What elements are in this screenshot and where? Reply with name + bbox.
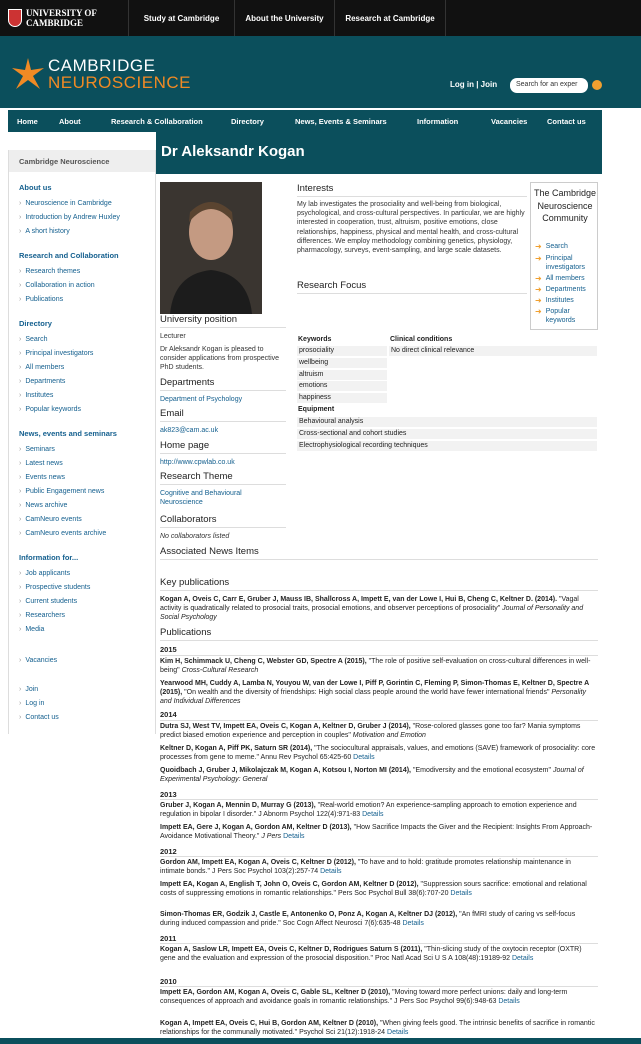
nav-information[interactable]: Information <box>417 117 459 126</box>
sidebar-item[interactable]: › A short history <box>19 228 70 235</box>
details-link[interactable]: Details <box>283 833 305 840</box>
arrow-right-icon: ➜ <box>535 307 542 316</box>
logo-line2: CAMBRIDGE <box>26 18 84 28</box>
divider <box>160 453 286 454</box>
email-heading: Email <box>160 408 184 419</box>
university-position-heading: University position <box>160 314 238 325</box>
publication-item: Kogan A, Impett EA, Oveis C, Hui B, Gordon AM, Keltner D (2010), "When giving feels good. The intrinsic benefits of sacrifice in romantic relationships for the communally motivated." Psychol Sci 21(12):1918-24 Details <box>160 1020 595 1036</box>
sidebar <box>8 150 156 734</box>
publications-heading: Publications <box>160 627 212 638</box>
publication-item: Kim H, Schimmack U, Cheng C, Webster GD, Spectre A (2015), "The role of positive self-evaluation on cross-cultural differences in well-being" Cross-Cultural Research <box>160 658 591 674</box>
divider <box>160 986 598 987</box>
sidebar-header[interactable]: Cambridge Neuroscience <box>9 150 155 172</box>
keyword-tag[interactable]: emotions <box>297 381 387 391</box>
top-link-research[interactable]: Research at Cambridge <box>334 0 446 36</box>
logo-line1: UNIVERSITY OF <box>26 8 97 18</box>
site-header <box>0 36 641 108</box>
university-bar <box>0 0 641 36</box>
clinical-heading: Clinical conditions <box>390 336 453 343</box>
publication-item: Gruber J, Kogan A, Mennin D, Murray G (2013), "Real-world emotion? An experience-sampling approach to emotion experience and regulation in bipolar I disorder." J Abnorm Psychol 122(4):971-83 Details <box>160 802 577 818</box>
login-join-link[interactable]: Log in | Join <box>450 80 498 89</box>
keyword-tag[interactable]: altruism <box>297 370 387 380</box>
departments-heading: Departments <box>160 377 215 388</box>
divider <box>160 527 286 528</box>
community-link-pis[interactable]: ➜ Principal investigators <box>535 254 585 271</box>
arrow-right-icon: ➜ <box>535 296 542 305</box>
divider <box>160 799 598 800</box>
publication-item: Impett EA, Gere J, Kogan A, Gordon AM, Keltner D (2013), "How Sacrifice Impacts the Giver and the Recipient: Insights From Approach-Avoidance Motivational Theory." J Pers Details <box>160 824 593 840</box>
divider <box>160 655 598 656</box>
details-link[interactable]: Details <box>511 955 534 962</box>
divider <box>160 720 598 721</box>
publication-item: Impett EA, Gordon AM, Kogan A, Oveis C, Gable SL, Keltner D (2010), "Moving toward more perfect unions: daily and long-term consequences of approach and avoidance goals in romantic relationships." J Pers Soc Psychol 99(6):948-63 Details <box>160 989 568 1005</box>
sidebar-item[interactable]: › Seminars <box>19 446 55 453</box>
keywords-heading: Keywords <box>298 336 332 343</box>
site-logo[interactable] <box>10 56 191 92</box>
research-focus-heading: Research Focus <box>297 280 367 291</box>
shield-icon <box>8 9 22 27</box>
sidebar-item-vacancies[interactable]: › Vacancies <box>19 657 57 664</box>
community-link-institutes[interactable]: ➜ Institutes <box>535 296 574 305</box>
top-link-about[interactable]: About the University <box>234 0 334 36</box>
publication-item: Keltner D, Kogan A, Piff PK, Saturn SR (2014), "The sociocultural appraisals, values, and emotions (SAVE) framework of prosociality: core processes from gene to meme." Annu Rev Psychol 65:425-60 Details <box>160 745 596 761</box>
nav-contact[interactable]: Contact us <box>547 117 586 126</box>
interests-heading: Interests <box>297 183 334 194</box>
divider <box>160 559 598 560</box>
publication-item: Quoidbach J, Gruber J, Mikolajczak M, Kogan A, Kotsou I, Norton MI (2014), "Emodiversity and the emotional ecosystem" Journal of Experimental Psychology: General <box>160 767 584 783</box>
equipment-item: Behavioural analysis <box>297 417 597 427</box>
sidebar-item[interactable]: › Search <box>19 336 48 343</box>
sidebar-item[interactable]: › Researchers <box>19 612 65 619</box>
divider <box>160 856 598 857</box>
neuron-star-icon <box>10 56 46 92</box>
divider <box>160 943 598 944</box>
top-link-study[interactable]: Study at Cambridge <box>128 0 234 36</box>
community-title: The Cambridge Neuroscience Community <box>533 188 597 223</box>
sidebar-item[interactable]: › Collaboration in action <box>19 282 95 289</box>
nav-about[interactable]: About <box>59 117 81 126</box>
nav-news[interactable]: News, Events & Seminars <box>295 117 387 126</box>
sidebar-section-title[interactable]: Information for... <box>19 553 79 562</box>
sidebar-item[interactable]: › CamNeuro events archive <box>19 530 106 537</box>
publication-item: Impett EA, Kogan A, English T, John O, Oveis C, Gordon AM, Keltner D (2012), "Suppression sours sacrifice: emotional and relational costs of suppressing emotions in romantic relationships." Pers Soc Psychol Bull 38(6):707-20 Details <box>160 881 587 897</box>
page-title: Dr Aleksandr Kogan <box>156 132 602 174</box>
sidebar-item[interactable]: › Neuroscience in Cambridge <box>19 200 112 207</box>
sidebar-section-title[interactable]: News, events and seminars <box>19 429 117 438</box>
details-link[interactable]: Details <box>320 868 342 875</box>
community-link-keywords[interactable]: ➜ Popular keywords <box>535 307 576 324</box>
nav-research[interactable]: Research & Collaboration <box>111 117 203 126</box>
divider <box>160 327 286 328</box>
research-theme-link[interactable]: Cognitive and Behavioural Neuroscience <box>160 490 242 506</box>
publication-item: Yearwood MH, Cuddy A, Lamba N, Youyou W, van der Lowe I, Piff P, Gorintin C, Fleming P, Simon-Thomas E, Keltner D, Spectre A (2015), "On wealth and the diversity of friendships: High social class people around the world have fewer international friends" Personality and Individual Differences <box>160 680 589 705</box>
sidebar-item[interactable]: › Media <box>19 626 44 633</box>
details-link[interactable]: Details <box>353 754 375 761</box>
sidebar-item[interactable]: › Principal investigators <box>19 350 93 357</box>
main-nav <box>8 110 602 132</box>
nav-vacancies[interactable]: Vacancies <box>491 117 528 126</box>
nav-home[interactable]: Home <box>17 117 38 126</box>
sidebar-item[interactable]: › News archive <box>19 502 67 509</box>
sidebar-item-contact[interactable]: › Contact us <box>19 714 59 721</box>
keyword-tag[interactable]: prosociality <box>297 346 387 356</box>
key-publications-heading: Key publications <box>160 577 230 588</box>
sidebar-item[interactable]: › Departments <box>19 378 65 385</box>
sidebar-item[interactable]: › CamNeuro events <box>19 516 82 523</box>
arrow-right-icon: ➜ <box>535 285 542 294</box>
homepage-link[interactable]: http://www.cpwlab.co.uk <box>160 459 235 466</box>
sidebar-section-title[interactable]: Research and Collaboration <box>19 251 119 260</box>
search-go-icon[interactable] <box>592 80 602 90</box>
divider <box>297 293 527 294</box>
details-link[interactable]: Details <box>387 1029 409 1036</box>
publication-year: 2010 <box>160 977 177 986</box>
keyword-tag[interactable]: happiness <box>297 393 387 403</box>
brand-line2: NEUROSCIENCE <box>48 73 191 92</box>
details-link[interactable]: Details <box>498 998 520 1005</box>
divider <box>160 640 598 641</box>
sidebar-item[interactable]: › Popular keywords <box>19 406 81 413</box>
sidebar-section-title[interactable]: Directory <box>19 319 52 328</box>
sidebar-item[interactable]: › Current students <box>19 598 77 605</box>
homepage-heading: Home page <box>160 440 210 451</box>
equipment-item: Cross-sectional and cohort studies <box>297 429 597 439</box>
portrait-image <box>160 182 262 314</box>
brand-line1: CAMBRIDGE <box>48 56 156 75</box>
sidebar-item[interactable]: › Latest news <box>19 460 63 467</box>
interests-text: My lab investigates the prosociality and well-being from biological, psychological, and cross-cultural perspectives. In particular, we are highly interested in cooperation, trust, altruism, positive emotions, close relationships, happiness, physical and mental health, and cross-cultural differences. We employ methodology combining genetics, physiology, pharmacology, surveys, event-sampling, and large scale datasets. <box>297 201 525 255</box>
key-publication-item: Kogan A, Oveis C, Carr E, Gruber J, Mauss IB, Shallcross A, Impett E, van der Lowe I, Hui B, Cheng C, Keltner D. (2014). "Vagal activity is quadratically related to prosocial traits, prosocial emotions, and observer perceptions of prosociality" Journal of Personality and Social Psychology <box>160 596 584 621</box>
sidebar-item[interactable]: › Prospective students <box>19 584 90 591</box>
collaborators-value: No collaborators listed <box>160 533 230 540</box>
sidebar-item-join[interactable]: › Join <box>19 686 38 693</box>
associated-news-heading: Associated News Items <box>160 546 259 557</box>
profile-photo <box>160 182 262 314</box>
divider <box>297 196 527 197</box>
divider <box>160 484 286 485</box>
clinical-value: No direct clinical relevance <box>389 346 597 356</box>
email-link[interactable]: ak823@cam.ac.uk <box>160 427 219 434</box>
equipment-heading: Equipment <box>298 406 335 413</box>
arrow-right-icon: ➜ <box>535 254 542 263</box>
publication-year: 2014 <box>160 710 177 719</box>
publication-year: 2015 <box>160 645 177 654</box>
footer-bar <box>0 1038 641 1044</box>
collaborators-heading: Collaborators <box>160 514 217 525</box>
publication-item: Simon-Thomas ER, Godzik J, Castle E, Antonenko O, Ponz A, Kogan A, Keltner DJ (2012), "An fMRI study of caring vs self-focus during induced compassion and pride." Soc Cogn Affect Neurosci 7(6):635-48 Details <box>160 911 576 927</box>
position-value: Lecturer <box>160 333 186 340</box>
community-link-departments[interactable]: ➜ Departments <box>535 285 586 294</box>
arrow-right-icon: ➜ <box>535 242 542 251</box>
publication-year: 2012 <box>160 847 177 856</box>
details-link[interactable]: Details <box>450 890 472 897</box>
university-logo[interactable] <box>8 6 108 30</box>
divider <box>160 390 286 391</box>
community-link-members[interactable]: ➜ All members <box>535 274 585 283</box>
sidebar-item[interactable]: › Events news <box>19 474 65 481</box>
keyword-tag[interactable]: wellbeing <box>297 358 387 368</box>
sidebar-item[interactable]: › Introduction by Andrew Huxley <box>19 214 120 221</box>
sidebar-item[interactable]: › Institutes <box>19 392 53 399</box>
equipment-item: Electrophysiological recording techniques <box>297 441 597 451</box>
sidebar-item-login[interactable]: › Log in <box>19 700 44 707</box>
search-input[interactable]: Search for an exper <box>510 78 588 93</box>
sidebar-item[interactable]: › Publications <box>19 296 63 303</box>
department-link[interactable]: Department of Psychology <box>160 396 243 403</box>
divider <box>160 590 598 591</box>
publication-year: 2013 <box>160 790 177 799</box>
sidebar-item[interactable]: › Job applicants <box>19 570 70 577</box>
sidebar-section-title[interactable]: About us <box>19 183 52 192</box>
arrow-right-icon: ➜ <box>535 274 542 283</box>
sidebar-item[interactable]: › Public Engagement news <box>19 488 104 495</box>
position-note: Dr Aleksandr Kogan is pleased to consider applications from prospective PhD students. <box>160 346 280 371</box>
research-theme-heading: Research Theme <box>160 471 233 482</box>
community-link-search[interactable]: ➜ Search <box>535 242 568 251</box>
details-link[interactable]: Details <box>402 920 424 927</box>
divider <box>160 421 286 422</box>
publication-item: Kogan A, Saslow LR, Impett EA, Oveis C, Keltner D, Rodrigues Saturn S (2011), "Thin-slicing study of the oxytocin receptor (OXTR) gene and the evaluation and expression of the prosocial disposition." Proc Natl Acad Sci U S A 108(48):19189-92 Details <box>160 946 582 962</box>
community-box <box>530 182 598 330</box>
sidebar-item[interactable]: › All members <box>19 364 64 371</box>
publication-item: Gordon AM, Impett EA, Kogan A, Oveis C, Keltner D (2012), "To have and to hold: gratitude promotes relationship maintenance in intimate bonds." J Pers Soc Psychol 103(2):257-74 Details <box>160 859 571 875</box>
nav-directory[interactable]: Directory <box>231 117 264 126</box>
publication-item: Dutra SJ, West TV, Impett EA, Oveis C, Kogan A, Keltner D, Gruber J (2014), "Rose-colored glasses gone too far? Mania symptoms predict biased emotion experience and perception in couples" Motivation and Emotion <box>160 723 581 739</box>
details-link[interactable]: Details <box>362 811 384 818</box>
publication-year: 2011 <box>160 934 177 943</box>
sidebar-item[interactable]: › Research themes <box>19 268 80 275</box>
